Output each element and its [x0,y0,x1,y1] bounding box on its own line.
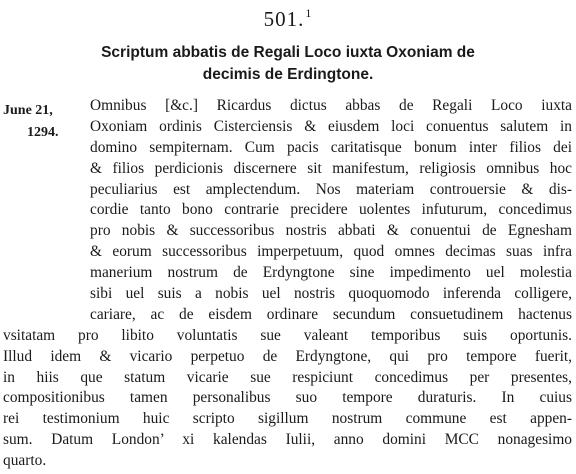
body-line: quarto. [3,452,47,470]
body-line: & filios perdicionis discernere sit manifestum, religiosis omnibus hoc [90,159,572,177]
body-line: domino sempiternam. Cum pacis caritatisque bonum inter filios dei [90,138,572,156]
document-number [0,6,576,32]
body-line: peculiarius est amplectendum. Nos materiam controuersie & dis- [90,180,572,198]
body-line: pro nobis & successoribus nostris abbati & conuentui de Egnesham [90,222,572,240]
body-line: compositionibus tamen personalibus suo tempore duraturis. In cuius [3,389,572,407]
footnote-marker: 1 [305,6,313,20]
title-line: Scriptum abbatis de Regali Loco iuxta Oxoniam de [101,44,475,61]
document-number-text: 501. [263,7,305,31]
body-line: in hiis que statum vicarie sue respiciunt concedimus per presentes, [3,368,572,386]
margin-date-year: 1294. [27,125,59,140]
body-line: vsitatam pro libito voluntatis sue valeant temporibus suis oportunis. [3,326,572,344]
body-line: Illud idem & vicario perpetuo de Erdyngtone, qui pro tempore fuerit, [3,347,572,365]
body-line: sibi uel suis a nobis uel nostris quoquomodo inferenda colligere, [90,285,572,302]
body-line: Oxoniam ordinis Cisterciensis & eiusdem loci conuentus salutem in [90,117,572,135]
body-line: sum. Datum London’ xi kalendas Iulii, anno domini MCC nonagesimo [3,431,572,449]
body-line: manerium nostrum de Erdyngtone sine impedimento uel molestia [90,264,572,282]
body-line: rei testimonium huic scripto sigillum nostrum commune est appen- [3,410,572,428]
body-line: & eorum successoribus imperpetuum, quod omnes decimas suas infra [90,243,572,261]
margin-date [3,100,59,144]
body-line: Omnibus [&c.] Ricardus dictus abbas de Regali Loco iuxta [90,97,572,114]
margin-date-day: June 21, [3,103,53,118]
body-line: cordie tanto bono contrarie precidere uolentes infuturum, concedimus [90,201,572,219]
body-line: cariare, ac de eisdem ordinare secundum consuetudinem hactenus [90,305,572,323]
title-line: decimis de Erdingtone. [202,66,374,83]
document-title [60,42,516,86]
